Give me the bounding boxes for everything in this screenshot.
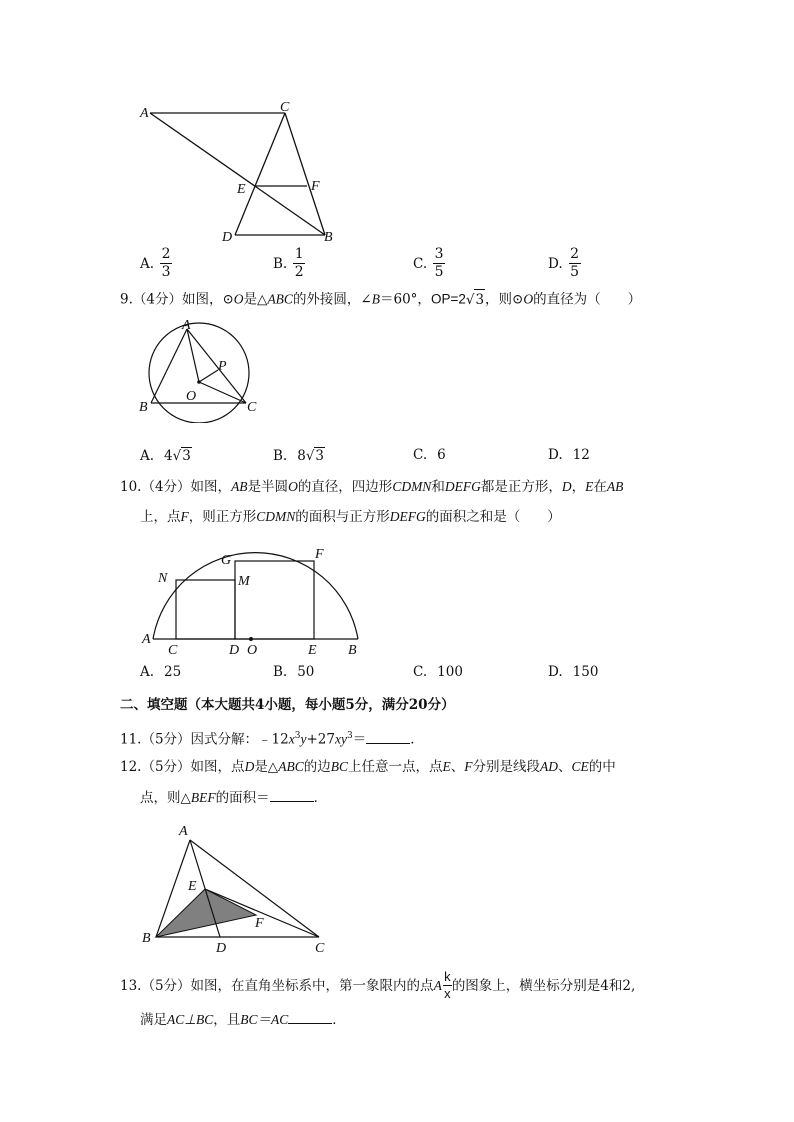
q10-label-f: F <box>315 547 324 562</box>
q12-stem-line2: 点，则△BEF的面积＝ ． <box>140 787 327 808</box>
q9-stem: 9.（4分）如图，⊙O是△ABC的外接圆，∠B＝60°，OP=2 √ 3 ，则⊙O的直径为（ ） <box>120 289 641 310</box>
q8-label-e: E <box>237 182 246 197</box>
q8-label-a: A <box>140 106 149 121</box>
q12-label-f: F <box>255 916 264 931</box>
q12-stem-line1: 12.（5分）如图，点D是△ABC的边BC上任意一点，点E、F分别是线段AD、CE的中 <box>120 759 616 775</box>
q9-label-b: B <box>139 400 148 415</box>
q10-label-m: M <box>238 574 250 589</box>
q12-label-b: B <box>142 931 151 946</box>
q13-k-over-x: $\frac{k}{x}$ <box>444 969 451 1001</box>
q8-option-a-fraction: $\frac{2}{3}$ <box>161 246 171 280</box>
q9-figure <box>130 318 270 423</box>
q8-option-b[interactable]: B. $\frac{1}{2}$ <box>273 246 304 280</box>
q8-figure <box>130 95 350 250</box>
q11-answer-blank[interactable] <box>366 729 410 744</box>
q8-option-c[interactable]: C. $\frac{3}{5}$ <box>413 246 444 280</box>
q10-option-b[interactable]: B. 50 <box>273 664 315 680</box>
q12-label-d: D <box>216 941 227 956</box>
q10-option-a[interactable]: A. 25 <box>140 664 182 680</box>
q9-option-d[interactable]: D. 12 <box>548 447 590 463</box>
q8-label-c: C <box>280 100 290 115</box>
q10-stem-line2: 上，点F，则正方形CDMN的面积与正方形DEFG的面积之和是（ ） <box>140 509 561 525</box>
q9-label-o: O <box>186 389 197 404</box>
q12-figure <box>136 818 336 958</box>
q10-option-d[interactable]: D. 150 <box>548 664 599 680</box>
q10-label-g: G <box>221 553 232 568</box>
q9-option-c[interactable]: C. 6 <box>413 447 446 463</box>
q8-label-b: B <box>324 230 333 245</box>
section2-title: 二、填空题（本大题共4小题，每小题5分，满分20分） <box>120 697 455 713</box>
q12-label-a: A <box>179 824 188 839</box>
q12-label-c: C <box>315 941 325 956</box>
q8-label-f: F <box>311 179 320 194</box>
q8-option-c-fraction: $\frac{3}{5}$ <box>434 246 444 280</box>
q9-option-a[interactable]: A. 4 √ 3 <box>140 447 191 464</box>
q9-label-c: C <box>247 400 257 415</box>
q8-option-d-fraction: $\frac{2}{5}$ <box>570 246 580 280</box>
q9-option-b[interactable]: B. 8 √ 3 <box>273 447 325 464</box>
q10-stem-line1: 10.（4分）如图，AB是半圆O的直径，四边形CDMN和DEFG都是正方形，D，E在AB <box>120 479 624 495</box>
q10-label-o: O <box>247 643 258 658</box>
q10-label-a: A <box>142 632 151 647</box>
q10-label-n: N <box>158 571 168 586</box>
q11-stem: 11.（5分）因式分解：$﹣12x^3y+27xy^3=$ ． <box>120 726 424 750</box>
q9-label-p: P <box>218 359 227 374</box>
q8-label-d: D <box>222 230 233 245</box>
q13-stem-line1: 13.（5分）如图，在直角坐标系中，第一象限内的点 A $\frac{k}{x}$ 的图象上，横坐标分别是4和2, <box>120 969 636 1001</box>
q8-option-d[interactable]: D. $\frac{2}{5}$ <box>548 246 580 280</box>
q10-option-c[interactable]: C. 100 <box>413 664 463 680</box>
q10-label-c: C <box>168 643 178 658</box>
q9-label-a: A <box>182 318 191 333</box>
q12-label-e: E <box>188 879 197 894</box>
q10-label-b: B <box>348 643 357 658</box>
q8-option-a[interactable]: A. $\frac{2}{3}$ <box>140 246 171 280</box>
q10-figure <box>136 538 376 658</box>
q12-answer-blank[interactable] <box>270 787 314 802</box>
q10-label-d: D <box>229 643 240 658</box>
q10-label-e: E <box>308 643 317 658</box>
q13-stem-line2: 满足AC⊥BC，且BC＝AC ． <box>140 1009 346 1030</box>
q8-option-b-fraction: $\frac{1}{2}$ <box>294 246 304 280</box>
q13-answer-blank[interactable] <box>288 1009 332 1024</box>
